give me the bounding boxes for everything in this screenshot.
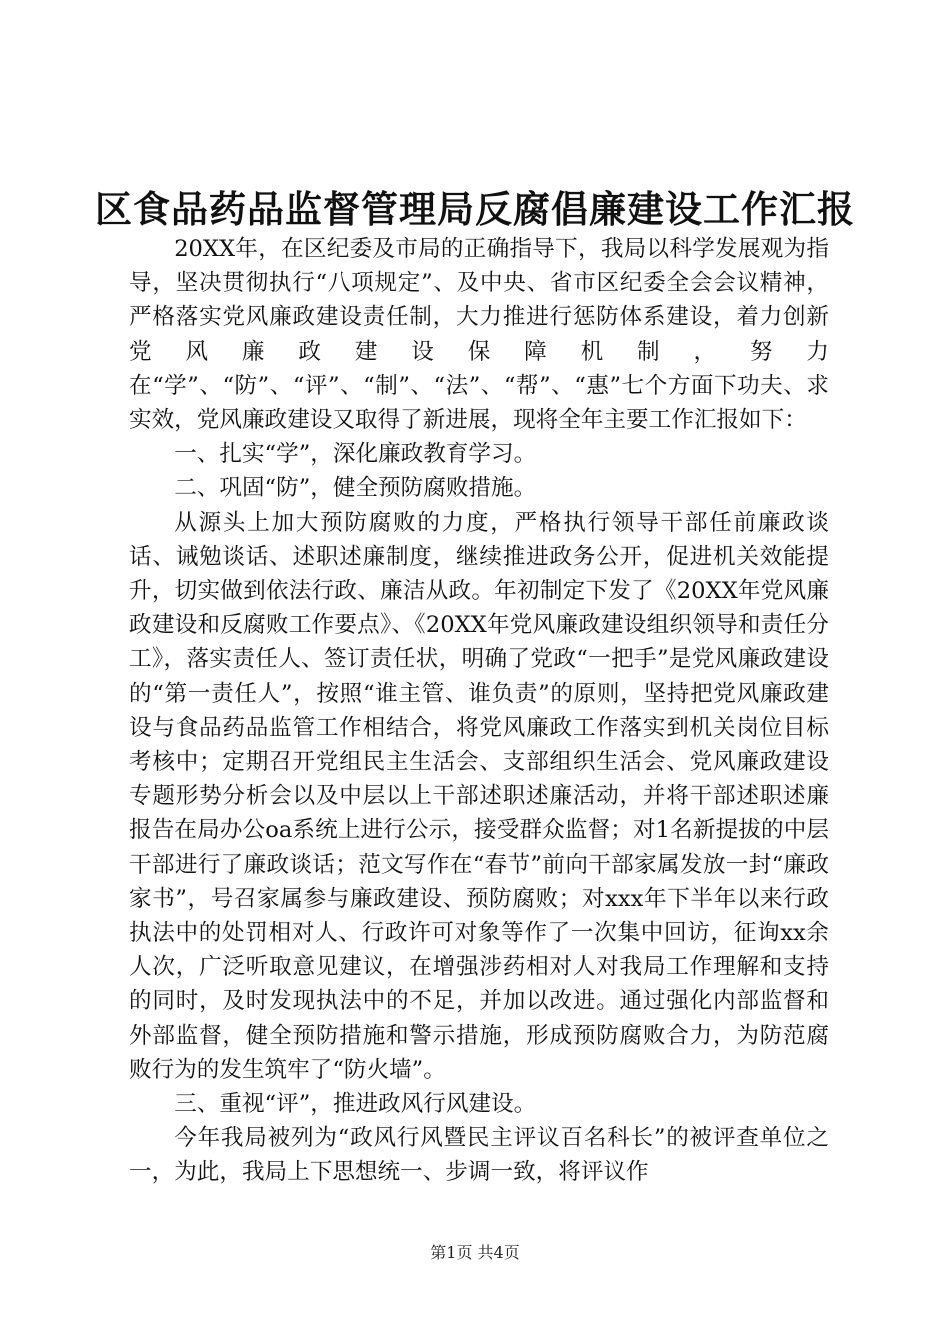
section-heading-1: 一、扎实“学”，深化廉政教育学习。 xyxy=(174,441,537,468)
section-heading-3: 三、重视“评”，推进政风行风建设。 xyxy=(174,1091,537,1118)
paragraph-intro: 20XX年，在区纪委及市局的正确指导下，我局以科学发展观为指导，坚决贯彻执行“八项规定”、及中央、省市区纪委全会会议精神，严格落实党风廉政建设责任制，大力推进行惩防体系建设，着力创新党风廉政建设保障机制，努力在“学”、“防”、“评”、“制”、“法”、“帮”、“惠”七个方面下功夫、求实效，党风廉政建设又取得了新进展，现将全年主要工作汇报如下： xyxy=(129,236,829,434)
document-title: 区食品药品监督管理局反腐倡廉建设工作汇报 xyxy=(95,187,855,231)
page-footer: 第1页 共4页 xyxy=(430,1243,520,1262)
section-heading-2: 二、巩固“防”，健全预防腐败措施。 xyxy=(174,475,537,502)
document-body xyxy=(129,232,829,1190)
paragraph-section-3: 今年我局被列为“政风行风暨民主评议百名科长”的被评查单位之一，为此，我局上下思想统一、步调一致，将评议作 xyxy=(129,1125,829,1186)
paragraph-section-2: 从源头上加大预防腐败的力度，严格执行领导干部任前廉政谈话、诫勉谈话、述职述廉制度，继续推进政务公开，促进机关效能提升，切实做到依法行政、廉洁从政。年初制定下发了《20XX年党风廉政建设和反腐败工作要点》、《20XX年党风廉政建设组织领导和责任分工》，落实责任人、签订责任状，明确了党政“一把手”是党风廉政建设的“第一责任人”，按照“谁主管、谁负责”的原则，坚持把党风廉政建设与食品药品监管工作相结合，将党风廉政工作落实到机关岗位目标考核中；定期召开党组民主生活会、支部组织生活会、党风廉政建设专题形势分析会以及中层以上干部述职述廉活动，并将干部述职述廉报告在局办公oa系统上进行公示，接受群众监督；对1名新提拔的中层干部进行了廉政谈话；范文写作在“春节”前向干部家属发放一封“廉政家书”，号召家属参与廉政建设、预防腐败；对xxx年下半年以来行政执法中的处罚相对人、行政许可对象等作了一次集中回访，征询xx余人次，广泛听取意见建议，在增强涉药相对人对我局工作理解和支持的同时，及时发现执法中的不足，并加以改进。通过强化内部监督和外部监督，健全预防措施和警示措施，形成预防腐败合力，为防范腐败行为的发生筑牢了“防火墙”。 xyxy=(129,509,829,1083)
